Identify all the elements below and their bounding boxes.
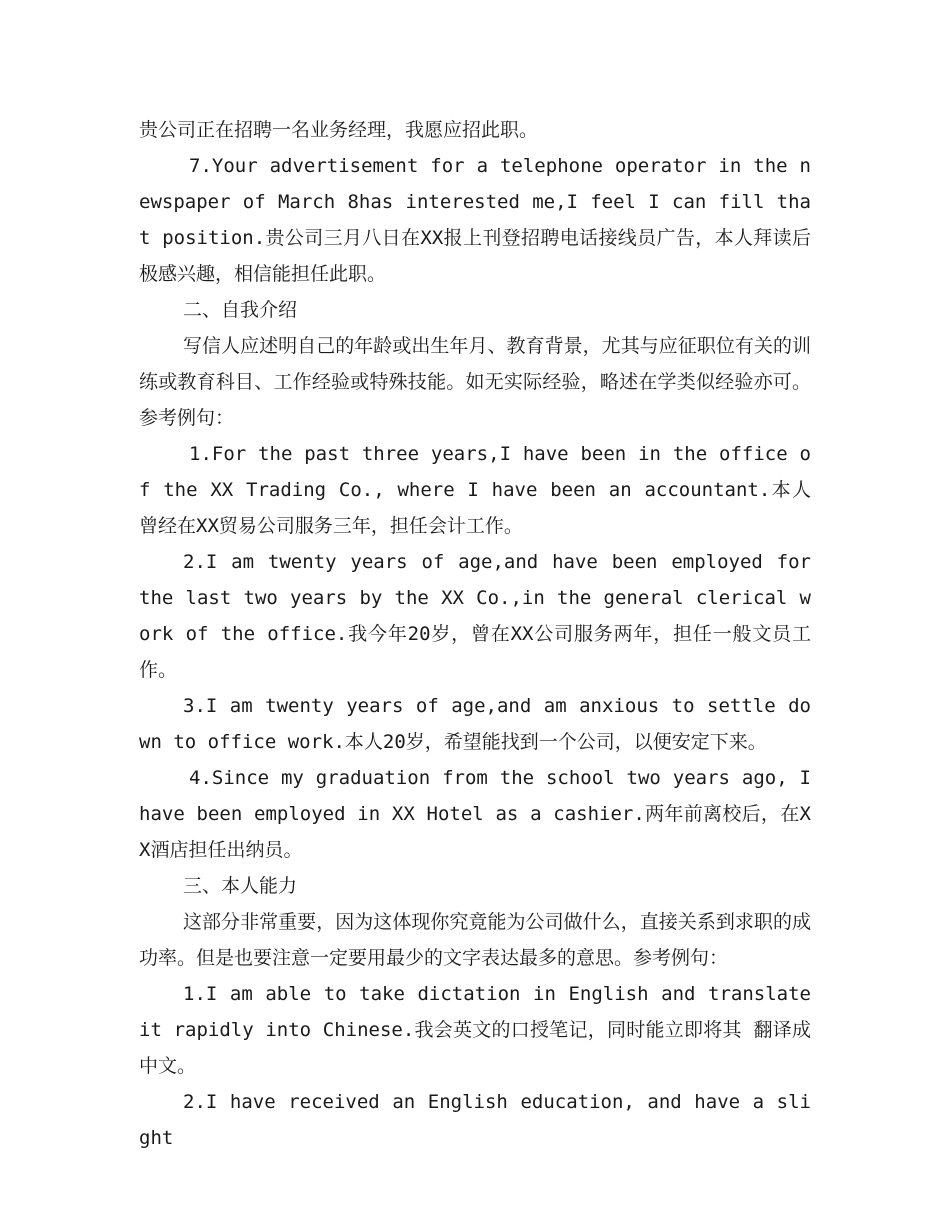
intro-line: 贵公司正在招聘一名业务经理，我愿应招此职。 (139, 119, 539, 141)
section-two-example-4: 4.Since my graduation from the school two years ago, I have been employed in XX Hotel as a cashier.两年前离校后，在XX酒店担任出纳员。 (139, 767, 811, 861)
section-two-heading: 二、自我介绍 (183, 299, 298, 321)
section-two-example-1: 1.For the past three years,I have been in the office of the XX Trading Co., where I have been an accountant.本人曾经在XX贸易公司服务三年，担任会计工作。 (139, 443, 811, 537)
document-body (139, 112, 811, 1156)
section-three-example-2: 2.I have received an English education, and have a slight (139, 1091, 811, 1149)
section-two-example-3: 3.I am twenty years of age,and am anxious to settle down to office work.本人20岁，希望能找到一个公司，以便安定下来。 (139, 695, 811, 753)
example-7-paragraph: 7.Your advertisement for a telephone operator in the newspaper of March 8has interested me,I feel I can fill that position.贵公司三月八日在XX报上刊登招聘电话接线员广告，本人拜读后极感兴趣，相信能担任此职。 (139, 155, 811, 285)
section-three-heading: 三、本人能力 (183, 875, 298, 897)
section-two-intro: 写信人应述明自己的年龄或出生年月、教育背景，尤其与应征职位有关的训练或教育科目、工作经验或特殊技能。如无实际经验，略述在学类似经验亦可。参考例句： (139, 335, 811, 429)
section-three-example-1: 1.I am able to take dictation in English and translate it rapidly into Chinese.我会英文的口授笔记，同时能立即将其 翻译成中文。 (139, 983, 811, 1077)
section-two-example-2: 2.I am twenty years of age,and have been employed for the last two years by the XX Co.,in the general clerical work of the office.我今年20岁，曾在XX公司服务两年，担任一般文员工作。 (139, 551, 811, 681)
section-three-intro: 这部分非常重要，因为这体现你究竟能为公司做什么，直接关系到求职的成功率。但是也要注意一定要用最少的文字表达最多的意思。参考例句： (139, 911, 811, 969)
